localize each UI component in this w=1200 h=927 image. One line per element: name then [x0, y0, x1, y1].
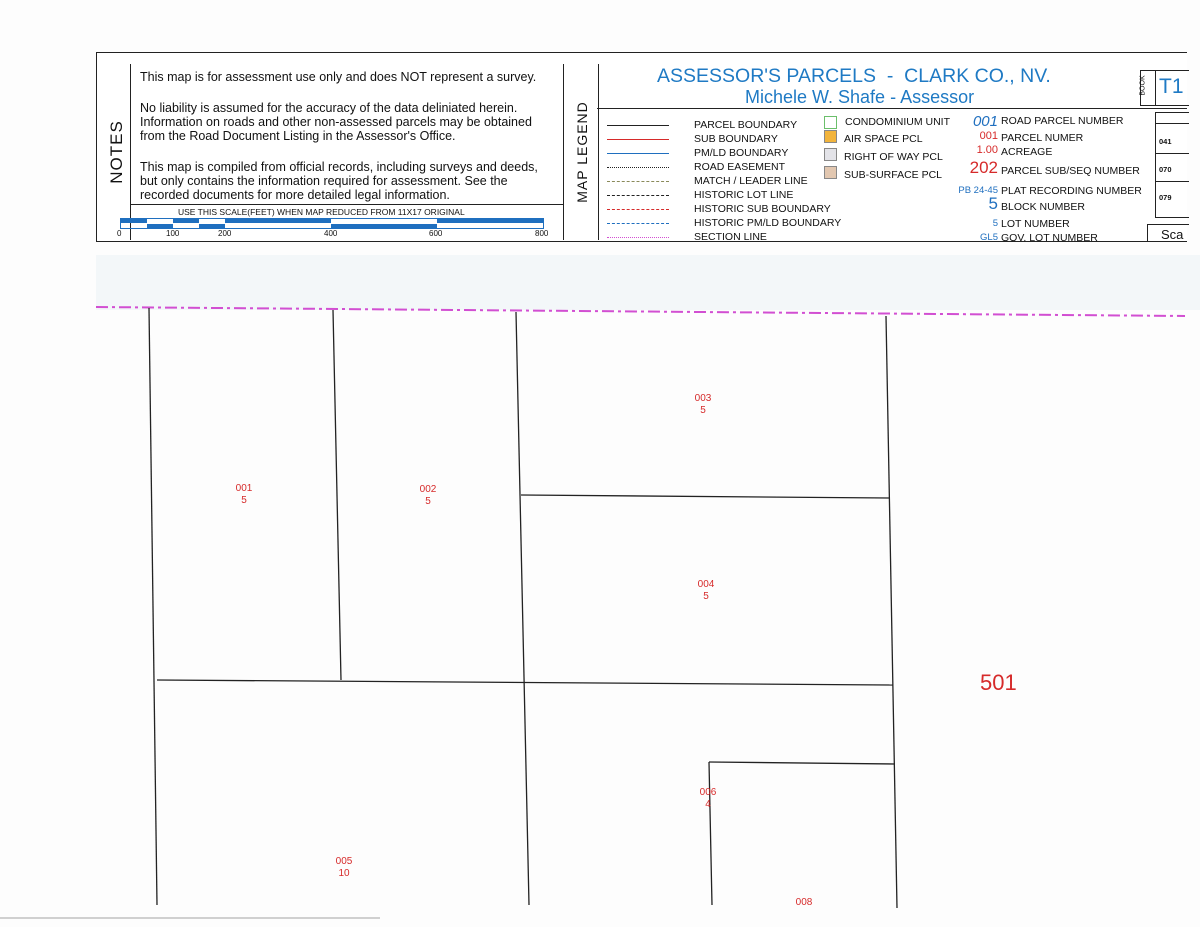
notes-para-2: No liability is assumed for the accuracy of the data deliniated herein. Information on roads and other non-assessed parcels may be obtained from the Road Document Listing in the Assessor's Office. — [140, 101, 532, 143]
legend-number-sample: 202 — [969, 158, 998, 177]
scale-tick-100: 100 — [166, 229, 180, 238]
legend-line-label: ROAD EASEMENT — [694, 161, 786, 173]
book-value: T1 — [1159, 75, 1184, 98]
book-label: BOOK — [1139, 75, 1147, 96]
parcel-002: 002 5 — [419, 484, 437, 507]
legend-title: MAP LEGEND — [573, 101, 590, 203]
parcel-boundary — [709, 762, 712, 905]
section-line — [96, 307, 1185, 316]
legend-number-sample: 5 — [988, 194, 998, 213]
legend-line-label: HISTORIC LOT LINE — [694, 189, 794, 201]
scale-tick-0: 0 — [117, 229, 122, 238]
parcel-001: 001 5 — [235, 483, 253, 506]
legend-number-label: PARCEL SUB/SEQ NUMBER — [1001, 165, 1140, 177]
legend-number-sample: 001 — [972, 113, 998, 130]
index-row-1: 041 — [1159, 137, 1172, 146]
scale-tick-400: 400 — [324, 229, 338, 238]
legend-number-label: PARCEL NUMER — [1001, 132, 1084, 144]
scale-tick-800: 800 — [535, 229, 549, 238]
legend-line-label: PM/LD BOUNDARY — [694, 147, 789, 159]
parcel-boundary — [149, 308, 157, 905]
legend-line-label: PARCEL BOUNDARY — [694, 119, 798, 131]
parcel-005: 005 10 — [335, 856, 353, 879]
parcel-008: 008 — [795, 897, 813, 908]
legend-swatch-label: SUB-SURFACE PCL — [844, 169, 943, 181]
parcel-003: 003 5 — [694, 393, 712, 416]
legend-number-label: ROAD PARCEL NUMBER — [1001, 115, 1124, 127]
parcel-boundary — [333, 310, 341, 680]
legend-line-label: HISTORIC SUB BOUNDARY — [694, 203, 831, 215]
parcel-006: 006 4 — [699, 787, 717, 810]
legend-number-label: BLOCK NUMBER — [1001, 201, 1086, 213]
legend-number-sample: 1.00 — [976, 144, 998, 156]
parcel-boundary — [516, 312, 529, 905]
legend-swatch-label: AIR SPACE PCL — [844, 133, 923, 145]
scale-tick-600: 600 — [429, 229, 443, 238]
legend-line-label: HISTORIC PM/LD BOUNDARY — [694, 217, 842, 229]
index-row-2: 070 — [1159, 165, 1172, 174]
legend-line-label: SECTION LINE — [694, 231, 767, 243]
block-number: 501 — [980, 670, 1017, 695]
parcel-boundary — [521, 495, 889, 498]
notes-para-3: This map is compiled from official records, including surveys and deeds, but only contains the information required for assessment. See the recorded documents for more detailed legal information. — [140, 160, 538, 202]
parcel-boundary — [157, 680, 893, 685]
legend-number-sample: 5 — [992, 218, 998, 229]
map-title: ASSESSOR'S PARCELS - CLARK CO., NV. — [657, 65, 1051, 87]
legend-number-label: ACREAGE — [1001, 146, 1053, 158]
scale-stub: Sca — [1161, 227, 1184, 242]
scale-caption: USE THIS SCALE(FEET) WHEN MAP REDUCED FROM 11X17 ORIGINAL — [178, 207, 465, 217]
notes-para-1: This map is for assessment use only and does NOT represent a survey. — [140, 70, 537, 84]
legend-number-label: GOV. LOT NUMBER — [1001, 232, 1098, 244]
legend-swatch-label: RIGHT OF WAY PCL — [844, 151, 943, 163]
map-subtitle: Michele W. Shafe - Assessor — [745, 87, 975, 107]
index-row-3: 079 — [1159, 193, 1172, 202]
legend-number-label: PLAT RECORDING NUMBER — [1001, 185, 1142, 197]
legend-swatch-label: CONDOMINIUM UNIT — [845, 116, 950, 128]
legend-number-sample: 001 — [979, 130, 998, 142]
legend-number-sample: GL5 — [980, 232, 998, 243]
parcel-004: 004 5 — [697, 579, 715, 602]
legend-line-label: SUB BOUNDARY — [694, 133, 778, 145]
legend-number-label: LOT NUMBER — [1001, 218, 1070, 230]
parcel-boundary — [886, 316, 897, 908]
legend-line-label: MATCH / LEADER LINE — [694, 175, 808, 187]
parcel-boundary — [709, 762, 895, 764]
legend-number-sample: PB 24-45 — [958, 185, 998, 196]
scale-tick-200: 200 — [218, 229, 232, 238]
notes-title: NOTES — [106, 120, 126, 184]
